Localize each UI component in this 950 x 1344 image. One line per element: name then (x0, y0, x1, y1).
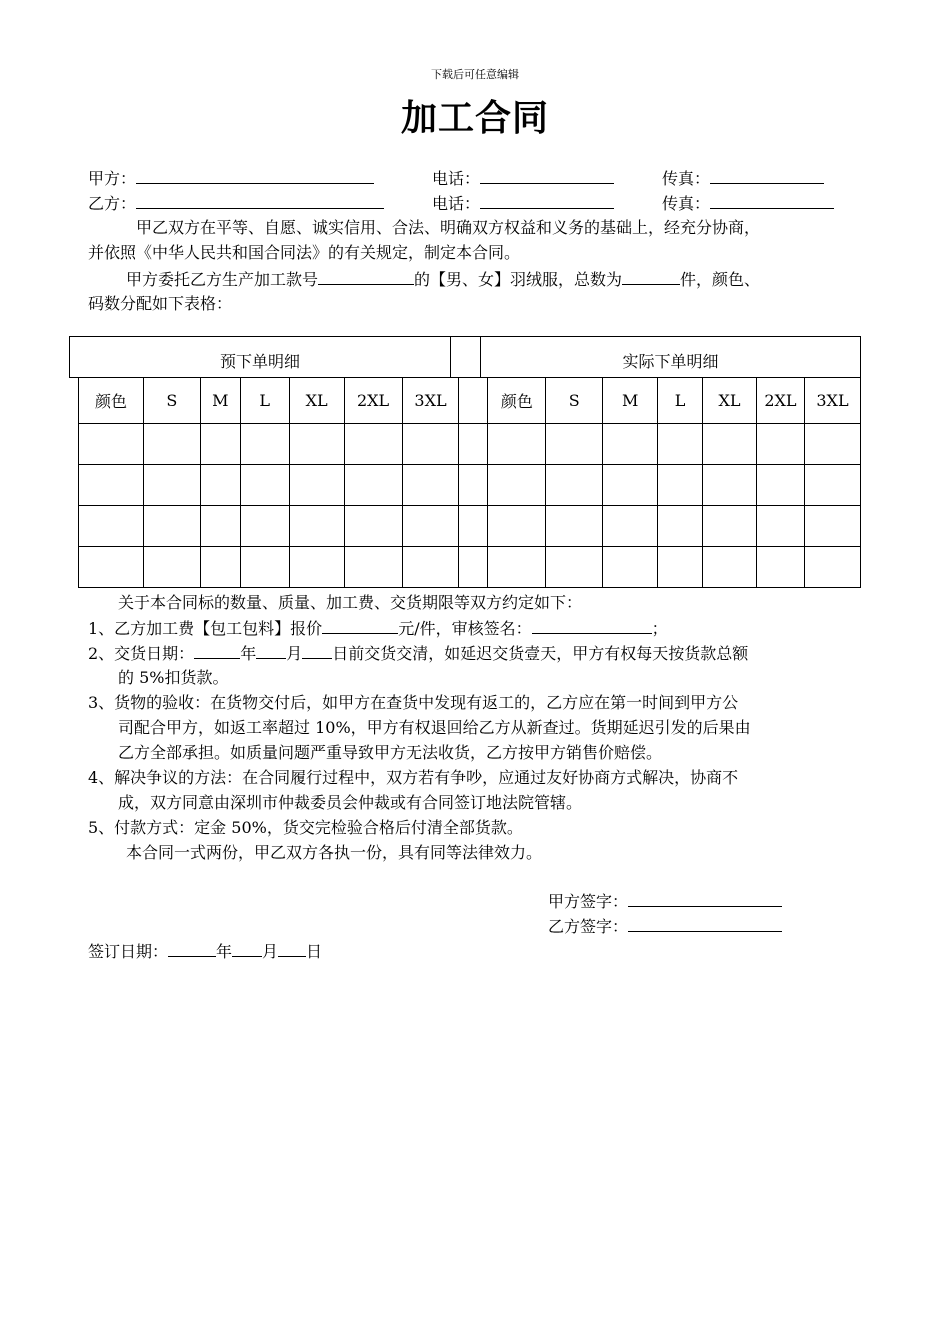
col-header: S (546, 378, 603, 424)
table-cell[interactable] (488, 465, 546, 506)
party-b-fax-label: 传真： (662, 194, 711, 213)
table-cell[interactable] (402, 547, 459, 588)
table-cell[interactable] (344, 547, 402, 588)
table-row (79, 465, 861, 506)
table-cell[interactable] (603, 506, 658, 547)
table-row (79, 547, 861, 588)
table-cell[interactable] (546, 424, 603, 465)
table-cell[interactable] (402, 465, 459, 506)
sign-date-line (88, 938, 322, 964)
sign-date-year: 年 (216, 942, 233, 961)
term-1-text-a: 1、乙方加工费【包工包料】报价 (88, 619, 323, 638)
term-2-month: 月 (286, 644, 303, 663)
table-cell[interactable] (756, 465, 804, 506)
table-cell[interactable] (289, 547, 344, 588)
table-cell[interactable] (658, 465, 703, 506)
closing-statement: 本合同一式两份，甲乙双方各执一份，具有同等法律效力。 (126, 843, 543, 862)
delivery-year-blank[interactable] (194, 640, 240, 659)
table-row (79, 506, 861, 547)
sign-b-blank[interactable] (628, 913, 782, 932)
spacer-cell (459, 424, 488, 465)
table-cell[interactable] (344, 506, 402, 547)
table-cell[interactable] (79, 465, 144, 506)
commission-part2: 的【男、女】羽绒服，总数为 (414, 270, 623, 289)
table-cell[interactable] (658, 424, 703, 465)
sign-b-line (548, 913, 782, 939)
table-cell[interactable] (804, 424, 860, 465)
table-cell[interactable] (703, 465, 757, 506)
term-1-text-c: ； (651, 619, 668, 638)
header-note: 下载后可任意编辑 (431, 68, 519, 81)
table-cell[interactable] (546, 506, 603, 547)
table-cell[interactable] (603, 424, 658, 465)
term-2-year: 年 (240, 644, 257, 663)
sign-a-blank[interactable] (628, 888, 782, 907)
term-3-line-3: 乙方全部承担。如质量问题严重导致甲方无法收货，乙方按甲方销售价赔偿。 (118, 743, 663, 762)
sign-year-blank[interactable] (168, 938, 216, 957)
party-a-label: 甲方： (88, 169, 137, 188)
table-cell[interactable] (488, 547, 546, 588)
table-cell[interactable] (240, 506, 289, 547)
delivery-day-blank[interactable] (302, 640, 332, 659)
spacer-cell (459, 547, 488, 588)
table-cell[interactable] (658, 506, 703, 547)
party-b-phone-label: 电话： (432, 194, 481, 213)
commission-line-1 (126, 266, 760, 292)
party-b-phone-line (432, 190, 614, 216)
sign-b-label: 乙方签字： (548, 917, 629, 936)
table-cell[interactable] (200, 424, 240, 465)
page-title: 加工合同 (400, 98, 549, 139)
term-4-line-2: 成，双方同意由深圳市仲裁委员会仲裁或有合同签订地法院管辖。 (118, 793, 583, 812)
col-header: M (603, 378, 658, 424)
table-cell[interactable] (289, 424, 344, 465)
term-3-line-1: 3、货物的验收：在货物交付后，如甲方在查货中发现有返工的，乙方应在第一时间到甲方公 (88, 693, 739, 712)
party-b-fax-line (662, 190, 834, 216)
table-cell[interactable] (344, 465, 402, 506)
table-right-title: 实际下单明细 (480, 336, 861, 378)
party-b-label: 乙方： (88, 194, 137, 213)
sign-a-label: 甲方签字： (548, 892, 629, 911)
table-cell[interactable] (200, 465, 240, 506)
party-a-blank[interactable] (136, 165, 374, 184)
commission-line-2: 码数分配如下表格： (88, 294, 233, 313)
sign-day-blank[interactable] (278, 938, 306, 957)
table-cell[interactable] (240, 547, 289, 588)
table-cell[interactable] (488, 424, 546, 465)
table-divider-cell (450, 336, 481, 378)
table-cell[interactable] (703, 424, 757, 465)
table-cell[interactable] (200, 506, 240, 547)
party-b-fax-blank[interactable] (710, 190, 834, 209)
table-cell[interactable] (79, 547, 144, 588)
commission-part1: 甲方委托乙方生产加工款号 (126, 270, 319, 289)
term-1 (88, 615, 668, 641)
party-b-blank[interactable] (136, 190, 384, 209)
spacer-cell (459, 465, 488, 506)
party-a-fax-label: 传真： (662, 169, 711, 188)
table-cell[interactable] (804, 547, 860, 588)
sign-date-month: 月 (262, 942, 279, 961)
table-cell[interactable] (603, 547, 658, 588)
term-5: 5、付款方式：定金 50%，货交完检验合格后付清全部货款。 (88, 818, 523, 837)
table-cell[interactable] (240, 424, 289, 465)
table-cell[interactable] (756, 506, 804, 547)
sign-date-label: 签订日期： (88, 942, 169, 961)
term-2-text-b: 日前交货交清，如延迟交货壹天，甲方有权每天按货款总额 (332, 644, 749, 663)
col-header: L (240, 378, 289, 424)
party-a-phone-blank[interactable] (480, 165, 614, 184)
col-header: L (658, 378, 703, 424)
terms-intro: 关于本合同标的数量、质量、加工费、交货期限等双方约定如下： (118, 593, 583, 612)
col-header: 颜色 (488, 378, 546, 424)
party-a-line (88, 165, 374, 191)
term-3-line-2: 司配合甲方，如返工率超过 10%，甲方有权退回给乙方从新查过。货期延迟引发的后果由 (118, 718, 751, 737)
style-number-blank[interactable] (318, 266, 414, 285)
table-cell[interactable] (546, 547, 603, 588)
col-header: 颜色 (79, 378, 144, 424)
col-header: 2XL (344, 378, 402, 424)
table-cell[interactable] (289, 465, 344, 506)
intro-line-2: 并依照《中华人民共和国合同法》的有关规定，制定本合同。 (88, 243, 521, 262)
table-cell[interactable] (289, 506, 344, 547)
col-header: M (200, 378, 240, 424)
party-a-phone-label: 电话： (432, 169, 481, 188)
table-cell[interactable] (143, 506, 200, 547)
term-2-text-a: 2、交货日期： (88, 644, 195, 663)
party-b-phone-blank[interactable] (480, 190, 614, 209)
table-cell[interactable] (79, 506, 144, 547)
table-cell[interactable] (804, 506, 860, 547)
table-cell[interactable] (756, 424, 804, 465)
table-cell[interactable] (756, 547, 804, 588)
table-cell[interactable] (240, 465, 289, 506)
table-cell[interactable] (200, 547, 240, 588)
term-2-line-2: 的 5%扣货款。 (118, 668, 229, 687)
review-signature-blank[interactable] (532, 615, 652, 634)
term-1-text-b: 元/件，审核签名： (398, 619, 532, 638)
table-cell[interactable] (804, 465, 860, 506)
commission-part3: 件，颜色、 (680, 270, 761, 289)
col-header: S (143, 378, 200, 424)
table-cell[interactable] (703, 547, 757, 588)
table-cell[interactable] (658, 547, 703, 588)
table-cell[interactable] (143, 465, 200, 506)
spacer-cell (459, 378, 488, 424)
sign-month-blank[interactable] (232, 938, 262, 957)
delivery-month-blank[interactable] (256, 640, 286, 659)
sign-date-day: 日 (306, 942, 323, 961)
total-quantity-blank[interactable] (622, 266, 680, 285)
table-row (79, 424, 861, 465)
table-cell[interactable] (79, 424, 144, 465)
term-4-line-1: 4、解决争议的方法：在合同履行过程中，双方若有争吵，应通过友好协商方式解决，协商不 (88, 768, 739, 787)
sign-a-line (548, 888, 782, 914)
spacer-cell (459, 506, 488, 547)
table-header-row (79, 378, 861, 424)
table-cell[interactable] (546, 465, 603, 506)
party-a-fax-blank[interactable] (710, 165, 824, 184)
party-a-fax-line (662, 165, 824, 191)
table-cell[interactable] (143, 424, 200, 465)
col-header: 3XL (402, 378, 459, 424)
col-header: 3XL (804, 378, 860, 424)
col-header: XL (703, 378, 757, 424)
party-b-line (88, 190, 384, 216)
table-cell[interactable] (344, 424, 402, 465)
table-cell[interactable] (603, 465, 658, 506)
price-blank[interactable] (322, 615, 398, 634)
intro-line-1: 甲乙双方在平等、自愿、诚实信用、合法、明确双方权益和义务的基础上，经充分协商， (136, 218, 761, 237)
party-a-phone-line (432, 165, 614, 191)
table-cell[interactable] (488, 506, 546, 547)
table-cell[interactable] (143, 547, 200, 588)
size-table (78, 377, 861, 588)
table-cell[interactable] (402, 506, 459, 547)
table-body (79, 424, 861, 588)
table-left-title: 预下单明细 (69, 336, 451, 378)
col-header: 2XL (756, 378, 804, 424)
table-cell[interactable] (703, 506, 757, 547)
term-2 (88, 640, 748, 666)
table-cell[interactable] (402, 424, 459, 465)
col-header: XL (289, 378, 344, 424)
